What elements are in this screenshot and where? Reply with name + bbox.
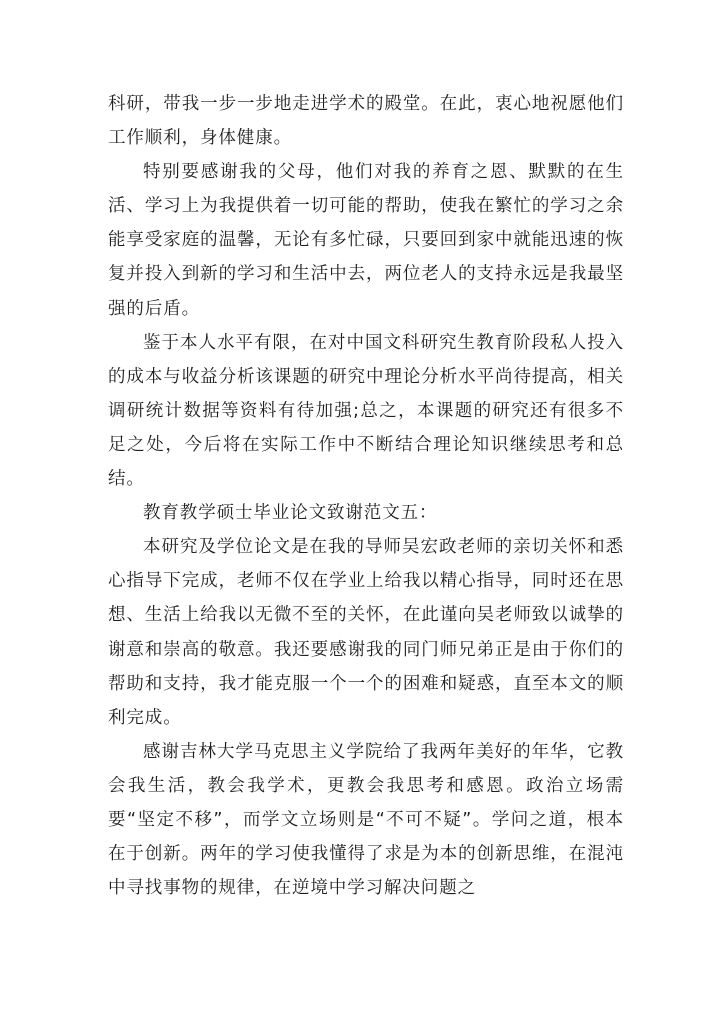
- paragraph-limitations: 鉴于本人水平有限，在对中国文科研究生教育阶段私人投入的成本与收益分析该课题的研究中理论分析水平尚待提高，相关调研统计数据等资料有待加强;总之，本课题的研究还有很多不足之处，今后将在实际工作中不断结合理论知识继续思考和总结。: [108, 332, 624, 490]
- document-body: [108, 87, 624, 905]
- paragraph-continued-thanks: 科研，带我一步一步地走进学术的殿堂。在此，衷心地祝愿他们工作顺利，身体健康。: [108, 94, 624, 149]
- section-heading-sample-five: 教育教学硕士毕业论文致谢范文五：: [143, 503, 438, 524]
- paragraph-thanks-parents: 特别要感谢我的父母，他们对我的养育之恩、默默的在生活、学习上为我提供着一切可能的帮助，使我在繁忙的学习之余能享受家庭的温馨，无论有多忙碌，只要回到家中就能迅速的恢复并投入到新的学习和生活中去，两位老人的支持永远是我最坚强的后盾。: [108, 162, 624, 319]
- paragraph-thanks-university: 感谢吉林大学马克思主义学院给了我两年美好的年华，它教会我生活，教会我学术，更教会我思考和感恩。政治立场需要“坚定不移”，而学文立场则是“不可不疑”。学问之道，根本在于创新。两年的学习使我懂得了求是为本的创新思维，在混沌中寻找事物的规律，在逆境中学习解决问题之: [108, 741, 624, 899]
- paragraph-thanks-advisor: 本研究及学位论文是在我的导师吴宏政老师的亲切关怀和悉心指导下完成，老师不仅在学业上给我以精心指导，同时还在思想、生活上给我以无微不至的关怀，在此谨向吴老师致以诚挚的谢意和崇高的敬意。我还要感谢我的同门师兄弟正是由于你们的帮助和支持，我才能克服一个一个的困难和疑惑，直至本文的顺利完成。: [108, 537, 624, 728]
